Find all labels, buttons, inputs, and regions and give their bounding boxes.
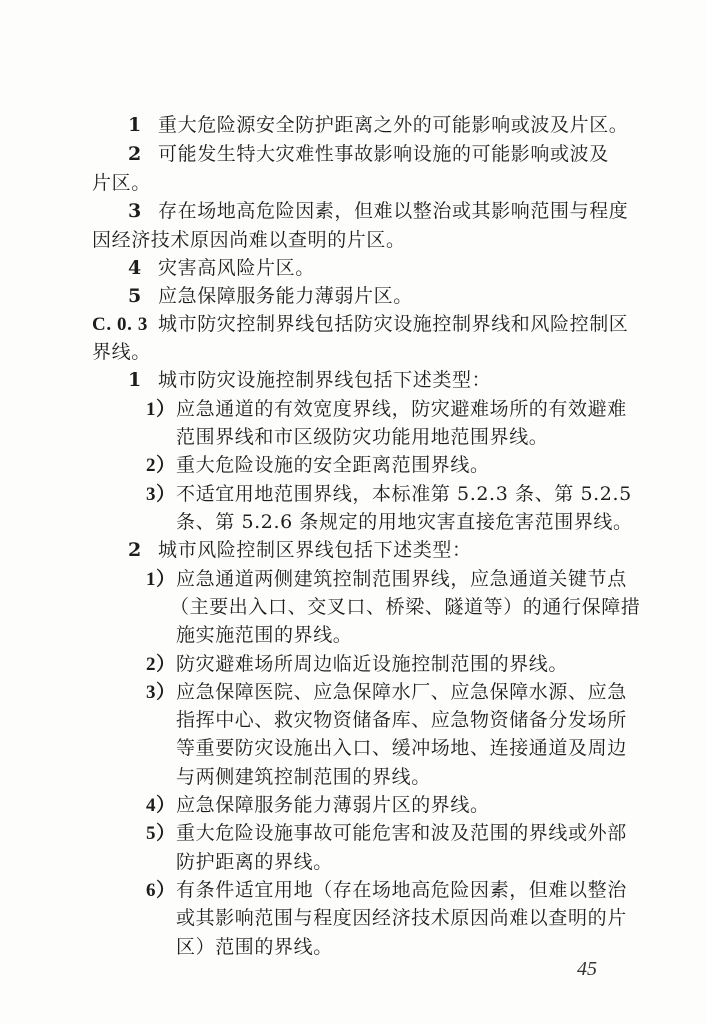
sub-text: 防护距离的界线。 [176,851,333,873]
clause-c03 [92,312,628,337]
item-text: 可能发生特大灾难性事故影响设施的可能影响或波及 [158,143,609,165]
sub-text: 施实施范围的界线。 [176,624,353,646]
list-item-3-cont [92,228,406,252]
sub-item-2-5-cont [176,850,333,874]
sub-text: 等重要防灾设施出入口、缓冲场地、连接通道及周边 [176,737,627,759]
item-number: 4 [128,257,142,279]
sub-number: 3） [146,682,176,703]
item-number: 2 [128,143,142,165]
sub-item-2-5 [146,821,627,846]
sub-item-2-6-cont [176,935,333,959]
sub-item-1-1-cont [176,425,548,449]
item-text: 城市防灾设施控制界线包括下述类型： [158,369,492,391]
item-text: 应急保障服务能力薄弱片区。 [158,285,413,307]
sub-text: 重大危险设施的安全距离范围界线。 [176,454,490,476]
item-number: 3 [128,200,142,222]
sub-item-2-3-cont [176,736,627,760]
sub-item-2-1-cont [170,595,640,619]
item-text: 存在场地高危险因素，但难以整治或其影响范围与程度 [158,200,629,222]
sub-item-1-3-cont [176,510,633,534]
sub-text: 条、第 5.2.6 条规定的用地灾害直接危害范围界线。 [176,511,633,533]
sub-text: 应急保障医院、应急保障水厂、应急保障水源、应急 [176,681,627,703]
sub-text: 区）范围的界线。 [176,936,333,958]
item-text: 片区。 [92,172,151,194]
sub-item-1-2 [146,453,490,478]
sub-item-1-1 [146,397,627,422]
sub-text: 指挥中心、救灾物资储备库、应急物资储备分发场所 [176,709,627,731]
sub-text: 防灾避难场所周边临近设施控制范围的界线。 [176,653,569,675]
sub-number: 4） [146,795,176,816]
item-text: 重大危险源安全防护距离之外的可能影响或波及片区。 [158,114,629,136]
sub-item-2-6 [146,878,627,903]
list-item-2 [128,142,609,166]
list-item-3 [128,199,628,223]
sub-number: 6） [146,880,176,901]
clause-label: C. 0. 3 [92,314,148,335]
sub-item-2-6-cont [176,906,627,930]
clause-item-2 [128,538,472,562]
clause-text: 城市防灾控制界线包括防灾设施控制界线和风险控制区 [158,313,629,335]
list-item-4 [128,256,315,280]
sub-text: 重大危险设施事故可能危害和波及范围的界线或外部 [176,822,627,844]
clause-c03-cont [92,340,151,364]
sub-item-2-1-cont [176,623,352,647]
sub-text: 应急通道的有效宽度界线，防灾避难场所的有效避难 [176,398,627,420]
sub-item-2-3-cont [176,765,431,789]
clause-text: 界线。 [92,341,151,363]
sub-item-2-3 [146,680,627,705]
item-number: 2 [128,539,142,561]
sub-text: 或其影响范围与程度因经济技术原因尚难以查明的片 [176,907,627,929]
sub-number: 2） [146,455,176,476]
item-text: 因经济技术原因尚难以查明的片区。 [92,229,406,251]
sub-item-2-1 [146,567,627,592]
clause-item-1 [128,368,491,392]
sub-number: 1） [146,569,176,590]
item-number: 1 [128,114,142,136]
item-number: 5 [128,285,142,307]
item-text: 灾害高风险片区。 [158,257,315,279]
item-text: 城市风险控制区界线包括下述类型： [158,539,472,561]
sub-text: 不适宜用地范围界线，本标准第 5.2.3 条、第 5.2.5 [176,483,632,505]
sub-text: （主要出入口、交叉口、桥梁、隧道等）的通行保障措 [170,596,641,618]
item-number: 1 [128,369,142,391]
sub-text: 范围界线和市区级防灾功能用地范围界线。 [176,426,549,448]
sub-number: 3） [146,484,176,505]
sub-text: 应急保障服务能力薄弱片区的界线。 [176,794,490,816]
page-number: 45 [577,958,597,980]
sub-text: 应急通道两侧建筑控制范围界线，应急通道关键节点 [176,568,627,590]
list-item-5 [128,284,413,308]
list-item-1 [128,113,628,137]
sub-item-2-3-cont [176,708,627,732]
sub-item-2-4 [146,793,490,818]
sub-number: 5） [146,823,176,844]
sub-text: 与两侧建筑控制范围的界线。 [176,766,431,788]
sub-text: 有条件适宜用地（存在场地高危险因素，但难以整治 [176,879,627,901]
sub-item-1-3 [146,482,632,507]
sub-item-2-2 [146,652,568,677]
list-item-2-cont [92,171,151,195]
sub-number: 1） [146,399,176,420]
sub-number: 2） [146,654,176,675]
